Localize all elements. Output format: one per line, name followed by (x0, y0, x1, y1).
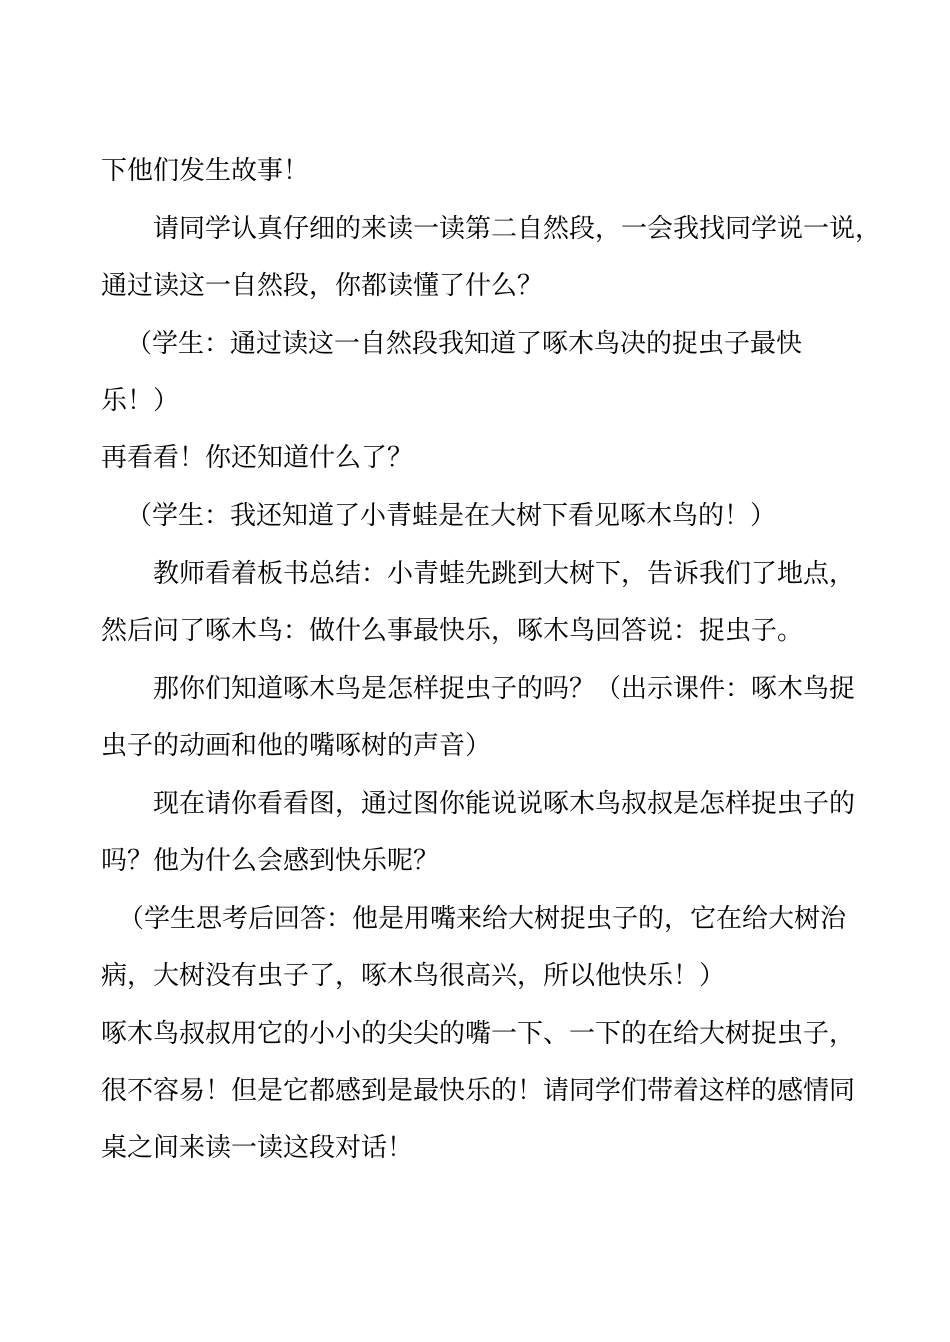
text-line-2: 请同学认真仔细的来读一读第二自然段，一会我找同学说一说， (153, 214, 882, 244)
text-line-12: 现在请你看看图，通过图你能说说啄木鸟叔叔是怎样捉虫子的 (153, 789, 856, 819)
text-line-15: 病，大树没有虫子了，啄木鸟很高兴，所以他快乐！） (101, 961, 726, 991)
text-line-13: 吗？他为什么会感到快乐呢？ (101, 846, 440, 876)
text-line-18: 桌之间来读一读这段对话！ (101, 1133, 414, 1163)
text-line-14: （学生思考后回答：他是用嘴来给大树捉虫子的，它在给大树治 (118, 904, 847, 934)
text-line-5: 乐！） (101, 386, 180, 416)
text-line-3: 通过读这一自然段，你都读懂了什么？ (101, 271, 544, 301)
text-line-6: 再看看！你还知道什么了？ (101, 443, 414, 473)
text-line-16: 啄木鸟叔叔用它的小小的尖尖的嘴一下、一下的在给大树捉虫子， (101, 1019, 856, 1049)
text-line-8: 教师看着板书总结：小青蛙先跳到大树下，告诉我们了地点， (153, 559, 856, 589)
text-line-17: 很不容易！但是它都感到是最快乐的！请同学们带着这样的感情同 (101, 1076, 856, 1106)
text-line-9: 然后问了啄木鸟：做什么事最快乐，啄木鸟回答说：捉虫子。 (101, 616, 804, 646)
text-line-4: （学生：通过读这一自然段我知道了啄木鸟决的捉虫子最快 (126, 329, 803, 359)
text-line-1: 下他们发生故事！ (101, 156, 310, 186)
text-line-11: 虫子的动画和他的嘴啄树的声音） (101, 731, 492, 761)
text-line-7: （学生：我还知道了小青蛙是在大树下看见啄木鸟的！） (126, 501, 777, 531)
text-line-10: 那你们知道啄木鸟是怎样捉虫子的吗？（出示课件：啄木鸟捉 (153, 674, 856, 704)
